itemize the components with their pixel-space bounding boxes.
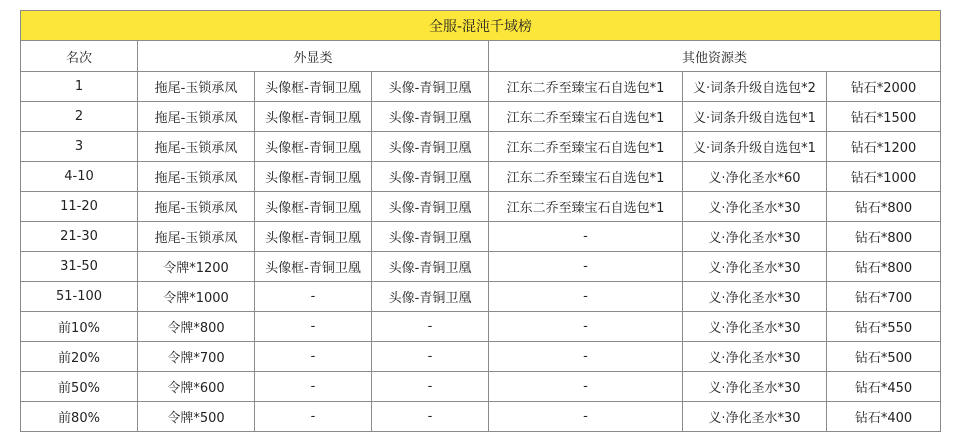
table-row xyxy=(21,72,941,102)
other-cell-2: 义·净化圣水*30 xyxy=(683,402,827,432)
other-cell-2: 义·词条升级自选包*1 xyxy=(683,132,827,162)
rank-cell: 11-20 xyxy=(21,192,138,222)
appearance-cell-3: 头像-青铜卫凰 xyxy=(372,192,489,222)
other-cell-3: 钻石*1200 xyxy=(827,132,941,162)
table-row xyxy=(21,402,941,432)
appearance-cell-1: 令牌*500 xyxy=(138,402,255,432)
appearance-cell-1: 令牌*800 xyxy=(138,312,255,342)
other-cell-1: - xyxy=(489,282,683,312)
title-row xyxy=(21,11,941,41)
appearance-cell-1: 令牌*1000 xyxy=(138,282,255,312)
appearance-cell-2: - xyxy=(255,342,372,372)
other-cell-2: 义·净化圣水*30 xyxy=(683,282,827,312)
other-cell-2: 义·净化圣水*30 xyxy=(683,312,827,342)
rank-cell: 3 xyxy=(21,132,138,162)
rank-cell: 2 xyxy=(21,102,138,132)
appearance-cell-3: 头像-青铜卫凰 xyxy=(372,132,489,162)
appearance-cell-3: 头像-青铜卫凰 xyxy=(372,252,489,282)
table-row xyxy=(21,252,941,282)
appearance-cell-1: 令牌*600 xyxy=(138,372,255,402)
appearance-cell-2: 头像框-青铜卫凰 xyxy=(255,162,372,192)
table-row xyxy=(21,132,941,162)
other-cell-3: 钻石*500 xyxy=(827,342,941,372)
appearance-cell-3: 头像-青铜卫凰 xyxy=(372,102,489,132)
appearance-cell-2: 头像框-青铜卫凰 xyxy=(255,132,372,162)
other-cell-1: 江东二乔至臻宝石自选包*1 xyxy=(489,72,683,102)
other-cell-3: 钻石*400 xyxy=(827,402,941,432)
appearance-cell-1: 拖尾-玉锁承凤 xyxy=(138,102,255,132)
appearance-cell-3: 头像-青铜卫凰 xyxy=(372,282,489,312)
appearance-cell-3: - xyxy=(372,372,489,402)
appearance-cell-2: 头像框-青铜卫凰 xyxy=(255,252,372,282)
header-appearance: 外显类 xyxy=(138,41,489,72)
appearance-cell-1: 拖尾-玉锁承凤 xyxy=(138,72,255,102)
other-cell-1: - xyxy=(489,372,683,402)
other-cell-3: 钻石*800 xyxy=(827,192,941,222)
rank-cell: 4-10 xyxy=(21,162,138,192)
appearance-cell-1: 拖尾-玉锁承凤 xyxy=(138,192,255,222)
appearance-cell-2: 头像框-青铜卫凰 xyxy=(255,102,372,132)
rank-cell: 51-100 xyxy=(21,282,138,312)
table-row xyxy=(21,222,941,252)
rank-cell: 前10% xyxy=(21,312,138,342)
other-cell-1: - xyxy=(489,342,683,372)
other-cell-3: 钻石*700 xyxy=(827,282,941,312)
appearance-cell-2: - xyxy=(255,402,372,432)
other-cell-3: 钻石*800 xyxy=(827,222,941,252)
other-cell-2: 义·词条升级自选包*1 xyxy=(683,102,827,132)
table-row xyxy=(21,192,941,222)
appearance-cell-2: 头像框-青铜卫凰 xyxy=(255,192,372,222)
appearance-cell-3: - xyxy=(372,402,489,432)
other-cell-1: 江东二乔至臻宝石自选包*1 xyxy=(489,132,683,162)
appearance-cell-3: - xyxy=(372,342,489,372)
table-row xyxy=(21,342,941,372)
other-cell-3: 钻石*800 xyxy=(827,252,941,282)
other-cell-2: 义·净化圣水*30 xyxy=(683,252,827,282)
appearance-cell-2: - xyxy=(255,312,372,342)
other-cell-2: 义·净化圣水*30 xyxy=(683,222,827,252)
rank-cell: 前20% xyxy=(21,342,138,372)
other-cell-3: 钻石*1000 xyxy=(827,162,941,192)
other-cell-1: 江东二乔至臻宝石自选包*1 xyxy=(489,162,683,192)
reward-table xyxy=(20,10,941,432)
other-cell-3: 钻石*2000 xyxy=(827,72,941,102)
appearance-cell-2: 头像框-青铜卫凰 xyxy=(255,72,372,102)
appearance-cell-1: 令牌*700 xyxy=(138,342,255,372)
appearance-cell-3: 头像-青铜卫凰 xyxy=(372,162,489,192)
table-row xyxy=(21,282,941,312)
other-cell-2: 义·词条升级自选包*2 xyxy=(683,72,827,102)
rank-cell: 1 xyxy=(21,72,138,102)
other-cell-3: 钻石*550 xyxy=(827,312,941,342)
appearance-cell-1: 拖尾-玉锁承凤 xyxy=(138,162,255,192)
other-cell-3: 钻石*450 xyxy=(827,372,941,402)
header-other: 其他资源类 xyxy=(489,41,941,72)
rank-cell: 31-50 xyxy=(21,252,138,282)
appearance-cell-3: 头像-青铜卫凰 xyxy=(372,222,489,252)
table-row xyxy=(21,102,941,132)
appearance-cell-1: 令牌*1200 xyxy=(138,252,255,282)
other-cell-2: 义·净化圣水*60 xyxy=(683,162,827,192)
other-cell-1: - xyxy=(489,402,683,432)
appearance-cell-3: - xyxy=(372,312,489,342)
table-title: 全服-混沌千域榜 xyxy=(21,11,941,41)
other-cell-1: - xyxy=(489,252,683,282)
rank-cell: 前80% xyxy=(21,402,138,432)
table-row xyxy=(21,312,941,342)
table-row xyxy=(21,162,941,192)
appearance-cell-1: 拖尾-玉锁承凤 xyxy=(138,132,255,162)
rank-cell: 21-30 xyxy=(21,222,138,252)
other-cell-2: 义·净化圣水*30 xyxy=(683,342,827,372)
other-cell-2: 义·净化圣水*30 xyxy=(683,372,827,402)
rank-cell: 前50% xyxy=(21,372,138,402)
appearance-cell-3: 头像-青铜卫凰 xyxy=(372,72,489,102)
other-cell-1: - xyxy=(489,312,683,342)
other-cell-3: 钻石*1500 xyxy=(827,102,941,132)
header-row xyxy=(21,41,941,72)
table-row xyxy=(21,372,941,402)
appearance-cell-1: 拖尾-玉锁承凤 xyxy=(138,222,255,252)
other-cell-2: 义·净化圣水*30 xyxy=(683,192,827,222)
other-cell-1: - xyxy=(489,222,683,252)
other-cell-1: 江东二乔至臻宝石自选包*1 xyxy=(489,102,683,132)
appearance-cell-2: 头像框-青铜卫凰 xyxy=(255,222,372,252)
appearance-cell-2: - xyxy=(255,372,372,402)
appearance-cell-2: - xyxy=(255,282,372,312)
other-cell-1: 江东二乔至臻宝石自选包*1 xyxy=(489,192,683,222)
header-rank: 名次 xyxy=(21,41,138,72)
